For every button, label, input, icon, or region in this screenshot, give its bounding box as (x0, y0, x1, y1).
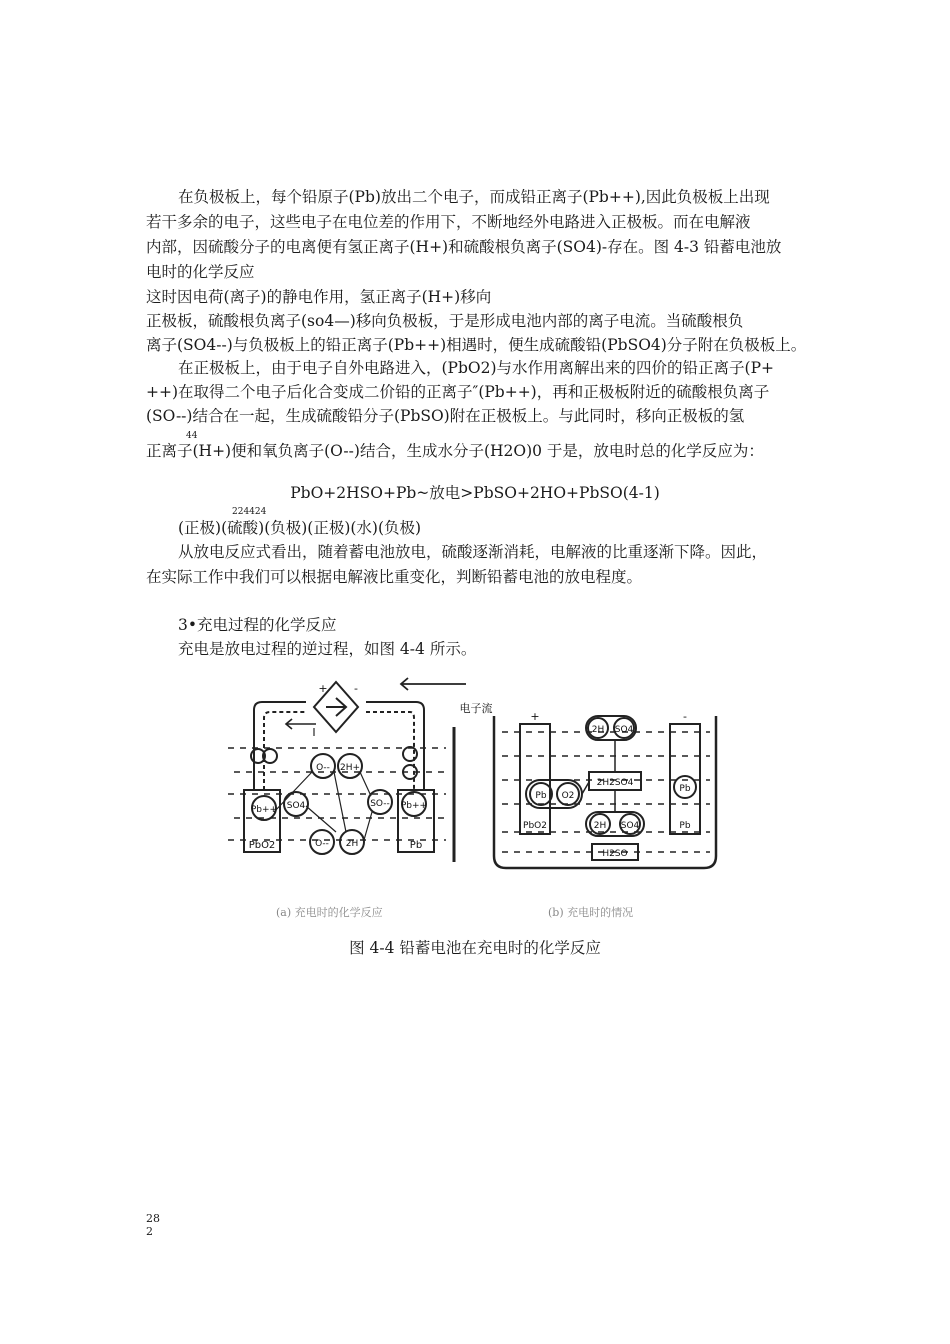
label: - (354, 682, 358, 695)
label: + (318, 682, 328, 695)
label: SO4 (614, 725, 634, 735)
section-heading: 3•充电过程的化学反应 (178, 616, 337, 634)
label: 2H (593, 821, 607, 831)
label: Pb++ (250, 805, 278, 815)
paragraph-line: 若干多余的电子，这些电子在电位差的作用下，不断地经外电路进入正极板。而在电解液 (146, 213, 751, 231)
label: SO4 (620, 821, 640, 831)
paragraph-line: 电时的化学反应 (146, 263, 255, 281)
equation-labels: (正极)(硫酸)(负极)(正极)(水)(负极) (178, 519, 422, 537)
label: 电子流 (459, 702, 493, 715)
paragraph-line: 离子(SO4--)与负极板上的铅正离子(Pb++)相遇时，便生成硫酸铅(PbSO4)分子附在负极板上。 (146, 336, 807, 354)
paragraph-line: 在正极板上，由于电子自外电路进入，(PbO2)与水作用离解出来的四价的铅正离子(P+ (178, 359, 774, 377)
label: + (530, 710, 540, 723)
label: PbO2 (248, 840, 276, 851)
paragraph-line: 正离子(H+)便和氧负离子(O--)结合，生成水分子(H2O)0 于是，放电时总的化学反应为： (146, 442, 764, 460)
label: Pb++ (400, 801, 428, 811)
label: 2H (345, 839, 359, 849)
chemical-equation: PbO+2HSO+Pb~放电>PbSO+2HO+PbSO(4-1) (290, 484, 660, 502)
sub-caption-a: (a) 充电时的化学反应 (276, 906, 383, 919)
label: SO4 (286, 801, 306, 811)
paragraph-line: ++)在取得二个电子后化合变成二价铅的正离子″(Pb++)，再和正极板附近的硫酸根负离子 (146, 383, 770, 401)
label: O-- (315, 839, 329, 849)
paragraph-line: 这时因电荷(离子)的静电作用，氢正离子(H+)移向 (146, 288, 492, 306)
page-number: 28 (146, 1212, 160, 1225)
paragraph-line: 充电是放电过程的逆过程，如图 4-4 所示。 (178, 640, 477, 658)
panel-a (228, 682, 446, 854)
figure-caption: 图 4-4 铅蓄电池在充电时的化学反应 (349, 939, 601, 957)
paragraph-line: 在实际工作中我们可以根据电解液比重变化，判断铅蓄电池的放电程度。 (146, 568, 643, 586)
charging-figure (226, 672, 726, 872)
label: O2 (561, 791, 575, 801)
label: Pb (409, 840, 423, 851)
label: I (312, 726, 316, 739)
page-number: 2 (146, 1225, 153, 1238)
paragraph-line: 正极板，硫酸根负离子(so4—)移向负极板，于是形成电池内部的离子电流。当硫酸根负 (146, 312, 744, 330)
label: Pb (679, 784, 691, 794)
subscript-line: 44 (186, 431, 198, 441)
label: 2H (591, 725, 605, 735)
equation-subscripts: 224424 (232, 507, 267, 517)
paragraph-line: 从放电反应式看出，随着蓄电池放电，硫酸逐渐消耗，电解液的比重逐渐下降。因此， (178, 543, 768, 561)
label: H2SO (602, 849, 628, 859)
paragraph-line: (SO--)结合在一起，生成硫酸铅分子(PbSO)附在正极板上。与此同时，移向正极板的氢 (146, 407, 745, 425)
label: Pb (679, 821, 691, 831)
label: 2H2SO4 (596, 778, 634, 788)
label: - (683, 710, 687, 723)
label: Pb (535, 791, 547, 801)
label: 2H+ (339, 763, 361, 773)
paragraph-line: 内部，因硫酸分子的电离便有氢正离子(H+)和硫酸根负离子(SO4)-存在。图 4-3 铅蓄电池放 (146, 238, 782, 256)
label: PbO2 (523, 821, 547, 831)
sub-caption-b: (b) 充电时的情况 (548, 906, 634, 919)
paragraph-line: 在负极板上，每个铅原子(Pb)放出二个电子，而成铅正离子(Pb++),因此负极板上出现 (178, 188, 770, 206)
label: SO-- (370, 799, 390, 809)
label: O-- (316, 763, 330, 773)
